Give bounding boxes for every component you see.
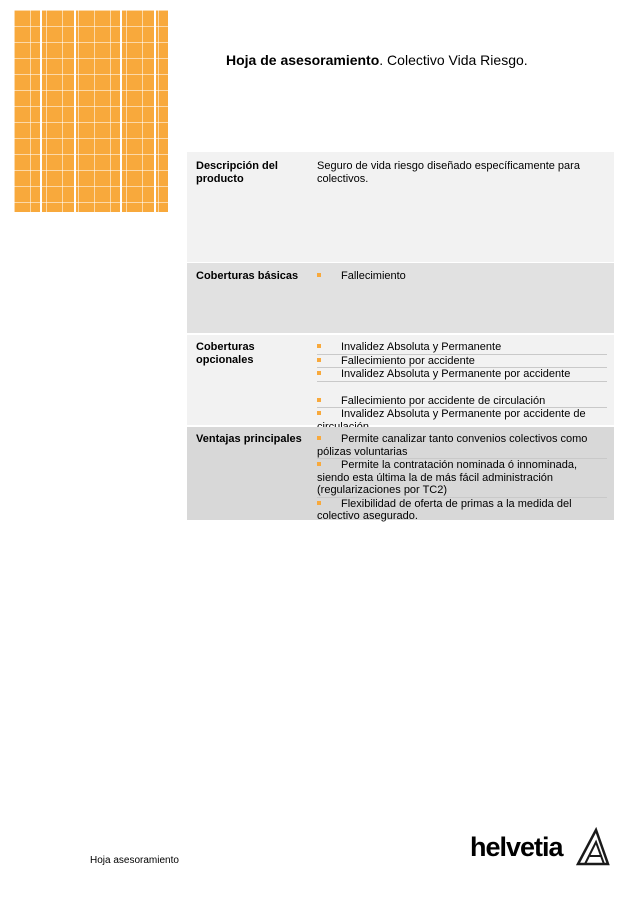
logo-triangle-icon: [576, 826, 610, 866]
bullet-icon: [317, 398, 321, 402]
page-title: [226, 52, 528, 68]
row-basic-coverages: [187, 263, 614, 333]
grid-divider: [40, 10, 42, 212]
row-optional-coverages: [187, 335, 614, 425]
bullet-list: [317, 270, 607, 283]
grid-divider: [154, 10, 156, 212]
bullet-icon: [317, 358, 321, 362]
footer-text: Hoja asesoramiento: [90, 855, 179, 866]
helvetia-logo: [470, 826, 610, 866]
list-item: Fallecimiento por accidente: [317, 355, 607, 369]
grid-divider: [74, 10, 76, 212]
bullet-list: [317, 433, 607, 523]
list-item: Invalidez Absoluta y Permanente por accidente de: [317, 408, 607, 433]
spacer: [317, 382, 607, 395]
list-item: Fallecimiento: [317, 270, 607, 283]
bullet-icon: [317, 371, 321, 375]
list-item: Permite canalizar tanto convenios colectivos como pólizas voluntarias: [317, 433, 607, 459]
list-item: Flexibilidad de oferta de primas a la medida del colectivo asegurado.: [317, 497, 572, 522]
bullet-icon: [317, 462, 321, 466]
list-item: Invalidez Absoluta y Permanente: [317, 341, 607, 355]
page-title-bold: Hoja de asesoramiento: [226, 52, 380, 68]
row-label: Coberturas básicas: [196, 270, 299, 282]
list-item: Invalidez Absoluta y Permanente por accidente: [317, 368, 607, 382]
bullet-list: [317, 341, 607, 433]
grid-divider: [120, 10, 122, 212]
row-product-description: [187, 152, 614, 262]
list-item: Permite la contratación nominada ó innominada, siendo esta última la de más fácil administración (regularizaciones por TC2): [317, 459, 607, 498]
row-label: Coberturas opcionales: [196, 341, 255, 366]
bullet-icon: [317, 344, 321, 348]
list-item: Fallecimiento por accidente de circulación: [317, 395, 607, 409]
decorative-orange-grid: [14, 10, 168, 212]
bullet-icon: [317, 436, 321, 440]
row-label: Ventajas principales: [196, 433, 302, 445]
page-title-rest: . Colectivo Vida Riesgo.: [379, 52, 528, 68]
row-text: Seguro de vida riesgo diseñado específicamente para colectivos.: [317, 160, 580, 185]
row-label: Descripción del producto: [196, 160, 278, 185]
bullet-icon: [317, 501, 321, 505]
bullet-icon: [317, 411, 321, 415]
logo-wordmark: helvetia: [470, 832, 563, 862]
bullet-icon: [317, 273, 321, 277]
row-main-advantages: [187, 427, 614, 520]
